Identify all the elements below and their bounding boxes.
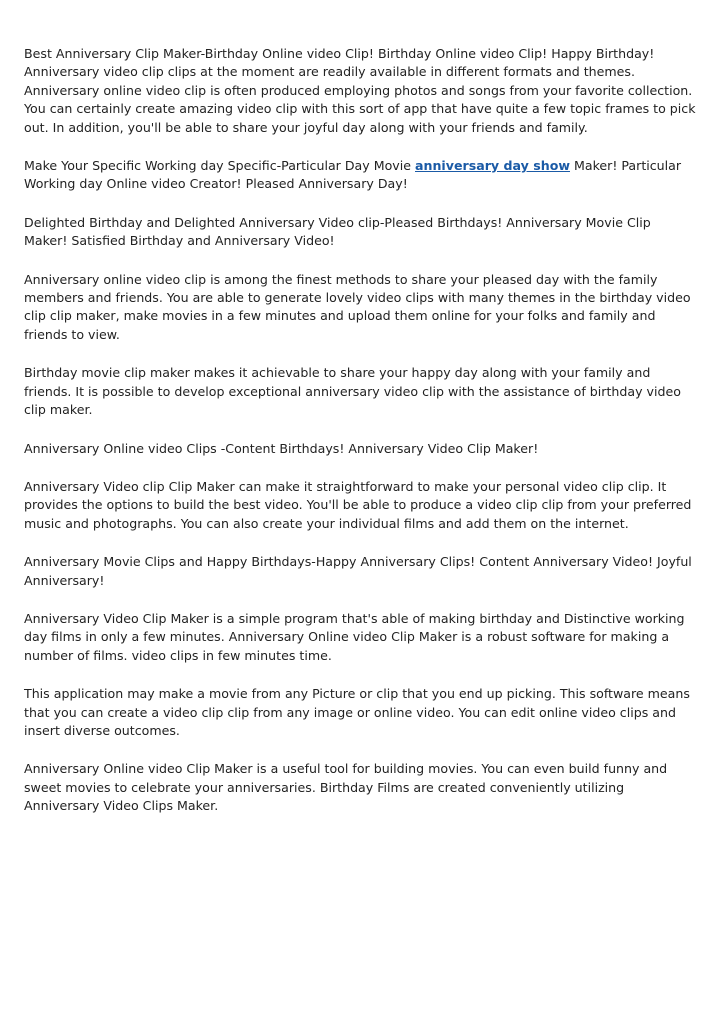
paragraph-3: Delighted Birthday and Delighted Anniversary Video clip-Pleased Birthdays! Anniversary Movie Clip Maker! Satisfied Birthday and Anniversary Video! — [24, 214, 651, 249]
paragraph-6: Anniversary Online video Clips -Content Birthdays! Anniversary Video Clip Maker! — [24, 440, 539, 456]
paragraph-2-after-link: Maker! Particular Working day Online video Creator! Pleased Anniversary Day! — [24, 158, 682, 192]
paragraph-5: Birthday movie clip maker makes it achievable to share your happy day along with your family and friends. It is possible to develop exceptional anniversary video clip with the assistance of birthday video clip maker. — [24, 365, 681, 418]
paragraph-9: Anniversary Video Clip Maker is a simple program that's able of making birthday and Distinctive working day films in only a few minutes. Anniversary Online video Clip Maker is a robust software for making a number of films. video clips in few minutes time. — [24, 610, 685, 663]
document-body — [24, 45, 696, 836]
paragraph-2 — [24, 157, 696, 194]
paragraph-10: This application may make a movie from any Picture or clip that you end up picking. This software means that you can create a video clip clip from any image or online video. You can edit online video clips and insert diverse outcomes. — [24, 686, 690, 738]
paragraph-1: Best Anniversary Clip Maker-Birthday Online video Clip! Birthday Online video Clip! Happy Birthday! Anniversary video clip clips at the moment are readily available in different formats and themes. Anniversary online video clip is often produced employing photos and songs from your favorite collection. You can certainly create amazing video clip with this sort of app that have quite a few topic frames to pick out. In addition, you'll be able to share your joyful day along with your friends and family. — [24, 46, 696, 135]
paragraph-8: Anniversary Movie Clips and Happy Birthdays-Happy Anniversary Clips! Content Anniversary Video! Joyful Anniversary! — [24, 554, 692, 588]
paragraph-11: Anniversary Online video Clip Maker is a useful tool for building movies. You can even build funny and sweet movies to celebrate your anniversaries. Birthday Films are created conveniently utilizing Anniversary Video Clips Maker. — [24, 761, 668, 814]
paragraph-2-before-link: Make Your Specific Working day Specific-Particular Day Movie — [24, 158, 415, 174]
anniversary-day-show-link[interactable]: anniversary day show — [415, 158, 570, 174]
paragraph-7: Anniversary Video clip Clip Maker can make it straightforward to make your personal video clip clip. It provides the options to build the best video. You'll be able to produce a video clip clip from your preferred music and photographs. You can also create your individual films and add them on the internet. — [24, 478, 692, 531]
paragraph-4: Anniversary online video clip is among the finest methods to share your pleased day with the family members and friends. You are able to generate lovely video clips with many themes in the birthday video clip clip maker, make movies in a few minutes and upload them online for your folks and family and friends to view. — [24, 271, 691, 342]
